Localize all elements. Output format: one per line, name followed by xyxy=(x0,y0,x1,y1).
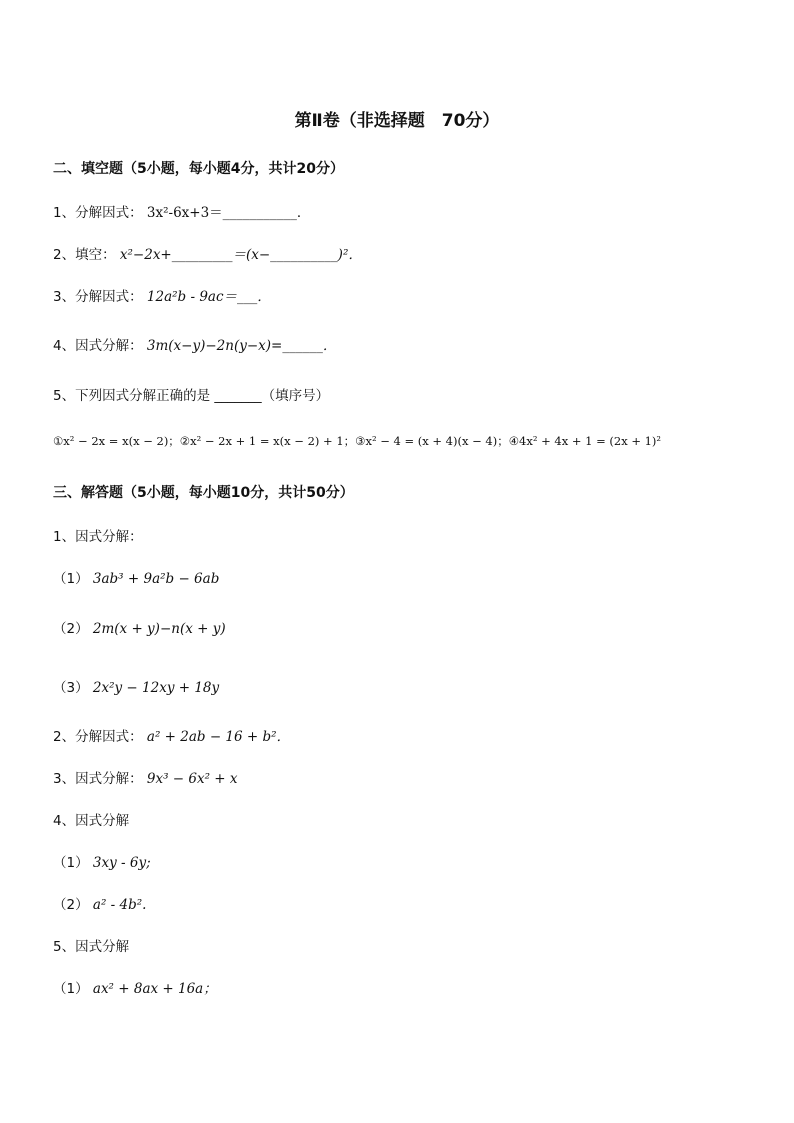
answer-question-5-part-1 xyxy=(53,977,217,997)
answer-question-3 xyxy=(53,767,238,787)
part-number: （2） xyxy=(53,897,89,913)
part-number: （1） xyxy=(53,571,89,587)
section3-heading: 三、解答题（5小题，每小题10分，共计50分） xyxy=(53,485,354,501)
question-label: 5、下列因式分解正确的是 xyxy=(53,388,211,404)
question-label: 1、分解因式： xyxy=(53,205,143,221)
answer-question-1-part-3 xyxy=(53,676,219,696)
fill-question-4 xyxy=(53,334,336,354)
part-number: （2） xyxy=(53,621,89,637)
part-number: （1） xyxy=(53,981,89,997)
fill-question-1 xyxy=(53,201,310,221)
answer-question-2 xyxy=(53,725,290,745)
part-expression: 2x²y − 12xy + 18y xyxy=(92,680,220,696)
question-label: 2、分解因式： xyxy=(53,729,143,745)
question-label: 4、因式分解： xyxy=(53,338,143,354)
part-number: （1） xyxy=(53,855,89,871)
answer-question-4-part-1 xyxy=(53,851,151,871)
part-expression: a² - 4b². xyxy=(92,897,147,913)
section2-heading: 二、填空题（5小题，每小题4分，共计20分） xyxy=(53,161,344,177)
fill-question-5 xyxy=(53,384,329,404)
fill-question-3 xyxy=(53,285,271,305)
part-expression: 2m(x + y)−n(x + y) xyxy=(92,621,226,637)
question-expression: 3m(x−y)−2n(y−x)=______． xyxy=(146,338,337,354)
part-expression: ax² + 8ax + 16a； xyxy=(92,981,217,997)
fill-question-2 xyxy=(53,243,362,263)
question-expression: a² + 2ab − 16 + b²． xyxy=(146,729,291,745)
question-label: 2、填空： xyxy=(53,247,116,263)
answer-question-1-part-2 xyxy=(53,617,226,637)
answer-question-4-label: 4、因式分解 xyxy=(53,813,130,829)
part-number: （3） xyxy=(53,680,89,696)
question-label: 3、因式分解： xyxy=(53,771,143,787)
fill-question-5-options: ①x² − 2x = x(x − 2)；②x² − 2x + 1 = x(x − 2) + 1；③x² − 4 = (x + 4)(x − 4)；④4x² + 4x + 1 = (2x + 1)² xyxy=(53,434,662,448)
question-expression: 12a²b - 9ac＝___． xyxy=(146,289,271,305)
page-title: 第Ⅱ卷（非选择题 70分） xyxy=(294,111,500,131)
answer-question-1-label: 1、因式分解： xyxy=(53,529,143,545)
question-label: 3、分解因式： xyxy=(53,289,143,305)
part-expression: 3ab³ + 9a²b − 6ab xyxy=(92,571,220,587)
answer-question-5-label: 5、因式分解 xyxy=(53,939,130,955)
answer-question-4-part-2 xyxy=(53,893,146,913)
question-expression: 9x³ − 6x² + x xyxy=(146,771,238,787)
question-expression: 3x²-6x+3＝___________． xyxy=(146,205,311,221)
question-expression: _______（填序号） xyxy=(214,388,330,404)
part-expression: 3xy - 6y; xyxy=(92,855,151,871)
question-expression: x²−2x+_________＝(x−__________)²． xyxy=(119,247,362,263)
answer-question-1-part-1 xyxy=(53,567,219,587)
